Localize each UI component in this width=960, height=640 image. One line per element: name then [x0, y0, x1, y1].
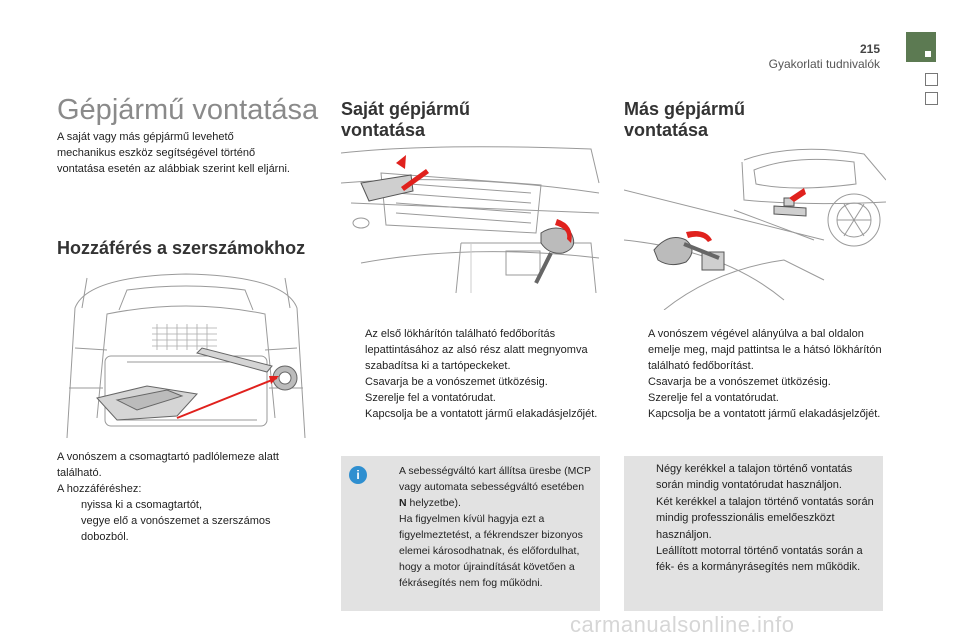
info-box	[341, 456, 600, 611]
trunk-illustration	[57, 268, 315, 440]
gear-position-n: N	[399, 497, 407, 509]
own-heading: Saját gépjármű vontatása	[341, 99, 471, 140]
tools-heading: Hozzáférés a szerszámokhoz	[57, 238, 306, 258]
intro-text: A saját vagy más gépjármű levehető mechanikus eszköz segítségével történő vontatása esetén az alábbiak szerint kell eljárni.	[57, 131, 290, 175]
list-item: Szerelje fel a vontatórudat.	[648, 392, 779, 404]
page-number: 215	[859, 42, 880, 56]
chapter-tab-empty[interactable]	[925, 92, 938, 105]
list-item: Kapcsolja be a vontatott jármű elakadásjelzőjét.	[365, 408, 598, 420]
info-text: Két kerékkel a talajon történő vontatás során mindig professzionális emelőeszközt használjon.	[656, 495, 874, 541]
tab-marker	[925, 51, 931, 57]
section-title: Gyakorlati tudnivalók	[768, 57, 880, 71]
info-warning: Ha figyelmen kívül hagyja ezt a figyelmeztetést, a fékrendszer bizonyos elemei károsodhatnak, és előfordulhat, hogy a motor újraindítását követően a fékrásegítés nem fog működni.	[399, 513, 583, 589]
rear-bumper-illustration	[624, 140, 886, 310]
watermark: carmanualsonline.info	[570, 612, 795, 637]
info-icon: i	[349, 466, 367, 484]
chapter-tab[interactable]	[906, 32, 936, 62]
list-item: nyissa ki a csomagtartót,	[81, 499, 203, 511]
info-text: A sebességváltó kart állítsa üresbe (MCP vagy automata sebességváltó esetében N helyzetbe).	[399, 465, 591, 509]
info-text: Leállított motorral történő vontatás során a fék- és a kormányrásegítés nem működik.	[656, 545, 863, 574]
info-box	[624, 456, 883, 611]
info-text: Négy kerékkel a talajon történő vontatás során mindig vontatórudat használjon.	[656, 463, 853, 492]
list-item: Csavarja be a vonószemet ütközésig.	[648, 376, 831, 388]
page-title: Gépjármű vontatása	[57, 94, 319, 126]
list-item: Az első lökhárítón található fedőborítás lepattintásához az alsó rész alatt megnyomva szabadítsa ki a tartópeckeket.	[365, 328, 588, 372]
other-heading: Más gépjármű vontatása	[624, 99, 746, 140]
chapter-tab-empty[interactable]	[925, 73, 938, 86]
list-item: Szerelje fel a vontatórudat.	[365, 392, 496, 404]
list-item: vegye elő a vonószemet a szerszámos dobozból.	[81, 515, 271, 543]
list-item: Kapcsolja be a vontatott jármű elakadásjelzőjét.	[648, 408, 881, 420]
front-bumper-illustration	[341, 143, 601, 293]
tools-text-1: A vonószem a csomagtartó padlólemeze alatt található.	[57, 451, 279, 479]
tools-text-2: A hozzáféréshez:	[57, 483, 142, 495]
list-item: A vonószem végével alányúlva a bal oldalon emelje meg, majd pattintsa le a hátsó lökhárítón található fedőborítást.	[648, 328, 882, 372]
list-item: Csavarja be a vonószemet ütközésig.	[365, 376, 548, 388]
